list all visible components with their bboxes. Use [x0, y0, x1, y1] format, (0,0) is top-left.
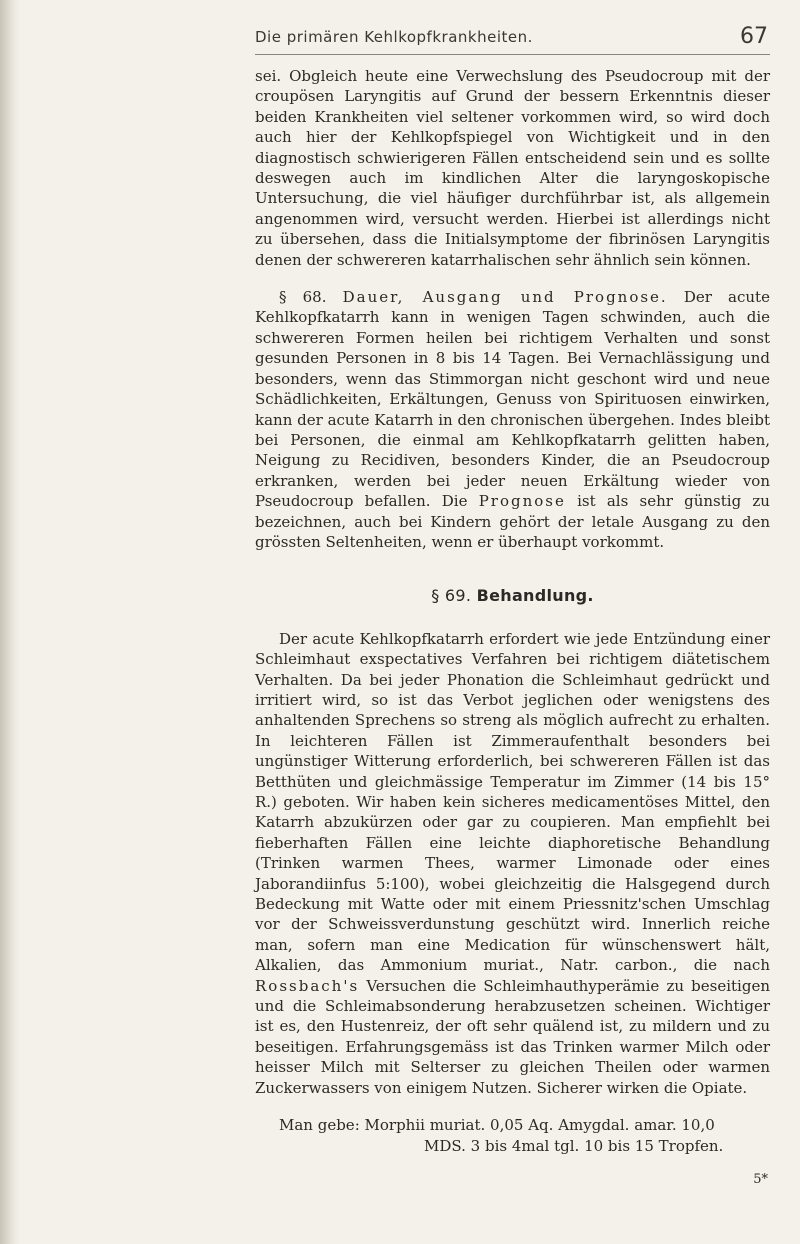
running-header: [255, 24, 770, 55]
treatment-text-a: Der acute Kehlkopfkatarrh erfordert wie jede Entzündung einer Schleimhaut exspectatives Verfahren bei richtigem diätetischem Verhalten. Da bei jeder Phonation die Schleimhaut gedrückt und irritiert wird, so ist das Verbot jeglichen oder wenigstens des anhaltenden Sprechens so streng als möglich aufrecht zu erhalten. In leichteren Fällen ist Zimmeraufenthalt besonders bei ungünstiger Witterung erforderlich, bei schwereren Fällen ist das Betthüten und gleichmässige Temperatur im Zimmer (14 bis 15° R.) geboten. Wir haben kein sicheres medicamentöses Mittel, den Katarrh abzukürzen oder gar zu coupieren. Man empfiehlt bei fieberhaften Fällen eine leichte diaphoretische Behandlung (Trinken warmen Thees, warmer Limonade oder eines Jaborandiinfus 5:100), wobei gleichzeitig die Halsgegend durch Bedeckung mit Watte oder mit einem Priessnitz'schen Umschlag vor der Schweissverdunstung geschützt wird. Innerlich reiche man, sofern man eine Medication für wünschenswert hält, Alkalien, das Ammonium muriat., Natr. carbon., die nach: [255, 629, 770, 975]
paragraph-treatment: [255, 629, 770, 1098]
page-number: 67: [740, 24, 768, 49]
signature-mark: 5*: [753, 1172, 768, 1187]
section-number-68: § 68.: [279, 288, 327, 307]
running-title: Die primären Kehlkopfkrankheiten.: [255, 28, 533, 46]
paragraph-continuation: sei. Obgleich heute eine Verwechslung des Pseudocroup mit der croupösen Laryngitis auf Grund der bessern Erkenntnis dieser beiden Krankheiten viel seltener vorkommen wird, so wird doch auch hier der Kehlkopfspiegel von Wichtigkeit und in den diagnostisch schwierigeren Fällen entscheidend sein und es sollte deswegen auch im kindlichen Alter die laryngoskopische Untersuchung, die viel häufiger durchführbar ist, als allgemein angenommen wird, versucht werden. Hierbei ist allerdings nicht zu übersehen, dass die Initialsymptome der fibrinösen Laryngitis denen der schwereren katarrhalischen sehr ähnlich sein können.: [255, 67, 770, 269]
section-title-68: Dauer, Ausgang und Prognose.: [342, 288, 668, 307]
page-edge-shadow: [0, 0, 20, 1244]
paragraph-68-text-a: Der acute Kehlkopfkatarrh kann in wenigen Tagen schwinden, auch die schwereren Formen heilen bei richtigem Verhalten und sonst gesunden Personen in 8 bis 14 Tagen. Bei Vernachlässigung und besonders, wenn das Stimmorgan nicht geschont wird und neue Schädlichkeiten, Erkältungen, Genuss von Spirituosen einwirken, kann der acute Katarrh in den chronischen übergehen. Indes bleibt bei Personen, die einmal am Kehlkopfkatarrh gelitten haben, Neigung zu Recidiven, besonders Kinder, die an Pseudocroup erkranken, werden bei jeder neuen Erkältung wieder von Pseudocroup befallen. Die: [255, 288, 770, 511]
prescription-line-1: Man gebe: Morphii muriat. 0,05 Aq. Amygdal. amar. 10,0: [279, 1116, 715, 1135]
body-text: [255, 66, 770, 1156]
prescription-line-2: MDS. 3 bis 4mal tgl. 10 bis 15 Tropfen.: [424, 1136, 724, 1155]
rossbach-emphasis: Rossbach's: [255, 976, 360, 995]
section-title-69: Behandlung.: [476, 586, 594, 606]
treatment-text-b: Versuchen die Schleimhauthyperämie zu beseitigen und die Schleimabsonderung herabzusetzen scheinen. Wichtiger ist es, den Hustenreiz, der oft sehr quälend ist, zu mildern und zu beseitigen. Erfahrungsgemäss ist das Trinken warmer Milch oder heisser Milch mit Selterser zu gleichen Theilen oder warmen Zuckerwassers von einigem Nutzen. Sicherer wirken die Opiate.: [255, 976, 770, 1097]
prognose-emphasis: Prognose: [478, 492, 566, 511]
paragraph-section-68: [255, 287, 770, 552]
paragraph-68-text-b: ist als sehr günstig zu bezeichnen, auch bei Kindern gehört der letale Ausgang zu den grössten Seltenheiten, wenn er überhaupt vorkommt.: [255, 492, 770, 551]
prescription: [255, 1115, 770, 1156]
section-number-69: § 69.: [431, 586, 472, 606]
section-heading-69: [255, 586, 770, 606]
